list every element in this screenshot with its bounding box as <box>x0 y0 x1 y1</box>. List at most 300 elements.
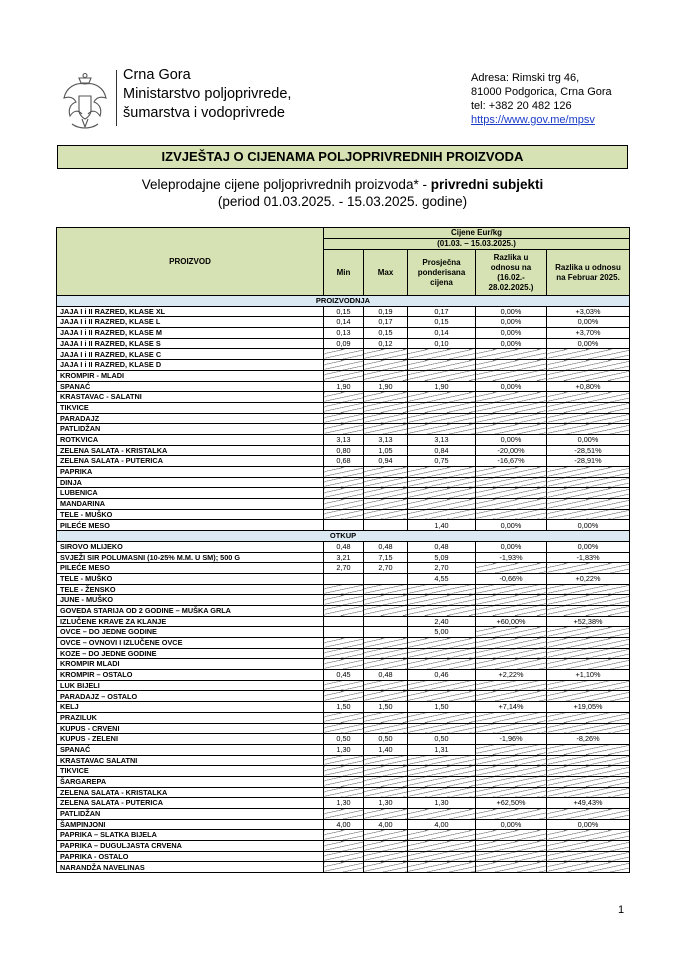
avg-value: 0,10 <box>408 338 476 349</box>
table-row <box>57 638 630 649</box>
avg-value: 1,40 <box>408 520 476 531</box>
avg-value: 5,00 <box>408 627 476 638</box>
empty-cell <box>364 509 408 520</box>
max-value: 1,90 <box>364 381 408 392</box>
avg-value: 0,75 <box>408 456 476 467</box>
empty-cell <box>324 467 364 478</box>
report-title: IZVJEŠTAJ O CIJENAMA POLJOPRIVREDNIH PROIZVODA <box>57 145 628 169</box>
empty-cell <box>547 723 630 734</box>
empty-cell <box>324 392 364 403</box>
empty-cell <box>476 360 547 371</box>
diff-month-value: -1,83% <box>547 552 630 563</box>
empty-cell <box>476 712 547 723</box>
empty-cell <box>408 712 476 723</box>
product-name: DINJA <box>57 477 324 488</box>
product-name: ZELENA SALATA - KRISTALKA <box>57 445 324 456</box>
table-row <box>57 445 630 456</box>
min-value: 4,00 <box>324 819 364 830</box>
section-header-row <box>57 296 630 307</box>
header-min: Min <box>324 250 364 296</box>
max-value: 0,17 <box>364 317 408 328</box>
table-row <box>57 456 630 467</box>
table-row <box>57 776 630 787</box>
empty-cell <box>408 809 476 820</box>
product-name: PILEĆE MESO <box>57 563 324 574</box>
product-name: KELJ <box>57 702 324 713</box>
empty-cell <box>324 499 364 510</box>
max-value: 2,70 <box>364 563 408 574</box>
empty-cell <box>408 851 476 862</box>
empty-cell <box>476 776 547 787</box>
empty-cell <box>364 413 408 424</box>
table-row <box>57 477 630 488</box>
header-product: PROIZVOD <box>57 228 324 296</box>
product-name: ŠAMPINJONI <box>57 819 324 830</box>
product-name: KUPUS - CRVENI <box>57 723 324 734</box>
empty-cell <box>364 830 408 841</box>
empty-cell <box>364 851 408 862</box>
empty-cell <box>547 744 630 755</box>
address-line-1: Adresa: Rimski trg 46, <box>471 72 580 84</box>
empty-cell <box>408 392 476 403</box>
product-name: ŠARGAREPA <box>57 776 324 787</box>
page-number: 1 <box>618 904 625 916</box>
empty-cell <box>364 712 408 723</box>
product-name: KROMPIR - MLADI <box>57 370 324 381</box>
empty-cell <box>324 638 364 649</box>
avg-value: 0,17 <box>408 306 476 317</box>
max-value: 1,50 <box>364 702 408 713</box>
table-row <box>57 360 630 371</box>
product-name: PAPRIKA – SLATKA BIJELA <box>57 830 324 841</box>
max-value: 1,40 <box>364 744 408 755</box>
product-name: OVCE – OVNOVI I IZLUČENE OVCE <box>57 638 324 649</box>
empty-cell <box>476 509 547 520</box>
empty-cell <box>476 349 547 360</box>
table-row <box>57 563 630 574</box>
avg-value: 1,90 <box>408 381 476 392</box>
empty-cell <box>364 605 408 616</box>
empty-cell <box>324 787 364 798</box>
diff-period-value: -20,00% <box>476 445 547 456</box>
empty-cell <box>408 680 476 691</box>
diff-month-value: 0,00% <box>547 520 630 531</box>
diff-month-value: -8,26% <box>547 734 630 745</box>
product-name: PARADAJZ <box>57 413 324 424</box>
product-name: SIROVO MLIJEKO <box>57 541 324 552</box>
institution-line-2: Ministarstvo poljoprivrede, <box>123 86 292 102</box>
empty-cell <box>364 659 408 670</box>
empty-cell <box>324 680 364 691</box>
avg-value: 4,00 <box>408 819 476 830</box>
table-row <box>57 541 630 552</box>
min-value: 0,50 <box>324 734 364 745</box>
empty-cell <box>364 402 408 413</box>
empty-cell <box>547 392 630 403</box>
empty-cell <box>364 776 408 787</box>
max-value: 4,00 <box>364 819 408 830</box>
header-divider <box>116 70 117 126</box>
empty-cell <box>408 787 476 798</box>
min-value: 1,30 <box>324 798 364 809</box>
empty-cell <box>408 755 476 766</box>
empty-cell <box>408 862 476 873</box>
empty-cell <box>324 477 364 488</box>
empty-cell <box>408 360 476 371</box>
diff-period-value: +62,50% <box>476 798 547 809</box>
empty-cell <box>476 627 547 638</box>
empty-cell <box>324 413 364 424</box>
empty-cell <box>324 659 364 670</box>
max-value: 7,15 <box>364 552 408 563</box>
min-value <box>324 520 364 531</box>
table-row <box>57 798 630 809</box>
empty-cell <box>364 648 408 659</box>
min-value: 3,21 <box>324 552 364 563</box>
diff-period-value: +7,14% <box>476 702 547 713</box>
header-period: (01.03. – 15.03.2025.) <box>324 239 630 250</box>
empty-cell <box>547 467 630 478</box>
min-value: 0,80 <box>324 445 364 456</box>
empty-cell <box>476 680 547 691</box>
empty-cell <box>476 370 547 381</box>
diff-month-value: +0,80% <box>547 381 630 392</box>
max-value: 3,13 <box>364 434 408 445</box>
product-name: GOVEDA STARIJA OD 2 GODINE – MUŠKA GRLA <box>57 605 324 616</box>
empty-cell <box>547 349 630 360</box>
table-row <box>57 680 630 691</box>
max-value: 1,30 <box>364 798 408 809</box>
empty-cell <box>476 595 547 606</box>
min-value: 3,13 <box>324 434 364 445</box>
empty-cell <box>476 424 547 435</box>
empty-cell <box>324 424 364 435</box>
product-name: LUBENICA <box>57 488 324 499</box>
empty-cell <box>324 595 364 606</box>
table-row <box>57 862 630 873</box>
empty-cell <box>364 349 408 360</box>
empty-cell <box>324 488 364 499</box>
empty-cell <box>408 584 476 595</box>
empty-cell <box>547 680 630 691</box>
table-row <box>57 595 630 606</box>
table-row <box>57 755 630 766</box>
empty-cell <box>476 744 547 755</box>
product-name: OVCE – DO JEDNE GODINE <box>57 627 324 638</box>
diff-month-value: +49,43% <box>547 798 630 809</box>
table-row <box>57 328 630 339</box>
product-name: JAJA I i II RAZRED, KLASE L <box>57 317 324 328</box>
diff-month-value: -28,51% <box>547 445 630 456</box>
product-name: LUK BIJELI <box>57 680 324 691</box>
empty-cell <box>324 776 364 787</box>
empty-cell <box>324 605 364 616</box>
website-link[interactable]: https://www.gov.me/mpsv <box>471 114 595 126</box>
table-row <box>57 723 630 734</box>
min-value: 1,30 <box>324 744 364 755</box>
diff-month-value: 0,00% <box>547 434 630 445</box>
diff-month-value: 0,00% <box>547 541 630 552</box>
diff-month-value: +3,03% <box>547 306 630 317</box>
empty-cell <box>476 605 547 616</box>
empty-cell <box>476 413 547 424</box>
table-row <box>57 627 630 638</box>
table-row <box>57 573 630 584</box>
diff-period-value: 0,00% <box>476 328 547 339</box>
empty-cell <box>547 509 630 520</box>
empty-cell <box>408 766 476 777</box>
min-value: 0,15 <box>324 306 364 317</box>
empty-cell <box>547 766 630 777</box>
avg-value: 1,31 <box>408 744 476 755</box>
product-name: KROMPIR – OSTALO <box>57 670 324 681</box>
empty-cell <box>324 755 364 766</box>
product-name: JAJA I i II RAZRED, KLASE XL <box>57 306 324 317</box>
table-row <box>57 605 630 616</box>
empty-cell <box>408 776 476 787</box>
empty-cell <box>364 862 408 873</box>
empty-cell <box>408 659 476 670</box>
empty-cell <box>408 424 476 435</box>
diff-month-value: +1,10% <box>547 670 630 681</box>
product-name: SPANAĆ <box>57 744 324 755</box>
empty-cell <box>476 723 547 734</box>
empty-cell <box>364 424 408 435</box>
empty-cell <box>324 712 364 723</box>
product-name: JAJA I i II RAZRED, KLASE S <box>57 338 324 349</box>
header-price-group: Cijene Eur/kg <box>324 228 630 239</box>
product-name: ZELENA SALATA - PUTERICA <box>57 456 324 467</box>
diff-month-value: 0,00% <box>547 338 630 349</box>
empty-cell <box>476 830 547 841</box>
product-name: JAJA I i II RAZRED, KLASE D <box>57 360 324 371</box>
empty-cell <box>476 584 547 595</box>
max-value: 0,15 <box>364 328 408 339</box>
section-title: PROIZVODNJA <box>57 296 630 307</box>
product-name: SVJEŽI SIR POLUMASNI (10-25% M.M. U SM); 500 G <box>57 552 324 563</box>
product-name: PILEĆE MESO <box>57 520 324 531</box>
empty-cell <box>364 841 408 852</box>
empty-cell <box>324 584 364 595</box>
empty-cell <box>476 755 547 766</box>
empty-cell <box>476 787 547 798</box>
empty-cell <box>364 691 408 702</box>
empty-cell <box>547 712 630 723</box>
empty-cell <box>547 851 630 862</box>
table-row <box>57 392 630 403</box>
empty-cell <box>547 809 630 820</box>
table-row <box>57 851 630 862</box>
empty-cell <box>547 755 630 766</box>
table-row <box>57 520 630 531</box>
table-row <box>57 819 630 830</box>
empty-cell <box>364 755 408 766</box>
empty-cell <box>547 477 630 488</box>
empty-cell <box>476 467 547 478</box>
product-name: TELE - ŽENSKO <box>57 584 324 595</box>
table-row <box>57 467 630 478</box>
diff-period-value: -1,93% <box>476 552 547 563</box>
diff-period-value: 0,00% <box>476 381 547 392</box>
table-row <box>57 648 630 659</box>
table-row <box>57 734 630 745</box>
empty-cell <box>547 424 630 435</box>
product-name: TELE - MUŠKO <box>57 509 324 520</box>
diff-month-value: +52,38% <box>547 616 630 627</box>
max-value: 0,94 <box>364 456 408 467</box>
avg-value: 0,14 <box>408 328 476 339</box>
diff-period-value: +2,22% <box>476 670 547 681</box>
max-value: 0,12 <box>364 338 408 349</box>
empty-cell <box>408 830 476 841</box>
product-name: PAPRIKA – DUGULJASTA CRVENA <box>57 841 324 852</box>
empty-cell <box>408 648 476 659</box>
table-row <box>57 670 630 681</box>
empty-cell <box>408 509 476 520</box>
table-row <box>57 691 630 702</box>
empty-cell <box>476 659 547 670</box>
max-value: 0,48 <box>364 541 408 552</box>
empty-cell <box>408 605 476 616</box>
empty-cell <box>364 766 408 777</box>
empty-cell <box>547 370 630 381</box>
diff-period-value: 0,00% <box>476 434 547 445</box>
empty-cell <box>547 499 630 510</box>
empty-cell <box>408 413 476 424</box>
product-name: JUNE - MUŠKO <box>57 595 324 606</box>
empty-cell <box>547 488 630 499</box>
empty-cell <box>408 723 476 734</box>
empty-cell <box>324 349 364 360</box>
table-row <box>57 712 630 723</box>
table-row <box>57 616 630 627</box>
empty-cell <box>364 477 408 488</box>
empty-cell <box>364 595 408 606</box>
empty-cell <box>547 691 630 702</box>
empty-cell <box>476 392 547 403</box>
avg-value: 1,30 <box>408 798 476 809</box>
product-name: PAPRIKA - OSTALO <box>57 851 324 862</box>
table-row <box>57 424 630 435</box>
empty-cell <box>476 766 547 777</box>
address-line-2: 81000 Podgorica, Crna Gora <box>471 86 612 98</box>
empty-cell <box>408 595 476 606</box>
diff-period-value: 0,00% <box>476 541 547 552</box>
empty-cell <box>408 349 476 360</box>
section-title: OTKUP <box>57 531 630 542</box>
subtitle-text: Veleprodajne cijene poljoprivrednih proizvoda* - <box>141 177 431 192</box>
product-name: PARADAJZ – OSTALO <box>57 691 324 702</box>
avg-value: 1,50 <box>408 702 476 713</box>
header-diff-month: Razlika u odnosu na Februar 2025. <box>547 250 630 296</box>
product-name: PAPRIKA <box>57 467 324 478</box>
empty-cell <box>408 691 476 702</box>
table-row <box>57 306 630 317</box>
table-row <box>57 584 630 595</box>
table-row <box>57 787 630 798</box>
report-subtitle <box>57 176 628 210</box>
empty-cell <box>547 648 630 659</box>
empty-cell <box>476 488 547 499</box>
empty-cell <box>547 413 630 424</box>
table-row <box>57 702 630 713</box>
table-row <box>57 509 630 520</box>
table-body <box>57 296 630 873</box>
diff-period-value: -0,66% <box>476 573 547 584</box>
header-max: Max <box>364 250 408 296</box>
max-value: 0,19 <box>364 306 408 317</box>
product-name: TIKVICE <box>57 766 324 777</box>
coat-of-arms-icon <box>60 72 110 132</box>
diff-month-value: +19,05% <box>547 702 630 713</box>
empty-cell <box>324 723 364 734</box>
empty-cell <box>547 360 630 371</box>
product-name: PRAZILUK <box>57 712 324 723</box>
empty-cell <box>364 499 408 510</box>
min-value: 0,14 <box>324 317 364 328</box>
report-period: (period 01.03.2025. - 15.03.2025. godine) <box>217 194 468 209</box>
min-value <box>324 573 364 584</box>
empty-cell <box>476 499 547 510</box>
avg-value: 4,55 <box>408 573 476 584</box>
empty-cell <box>476 563 547 574</box>
empty-cell <box>364 392 408 403</box>
subtitle-bold: privredni subjekti <box>430 177 544 192</box>
avg-value: 3,13 <box>408 434 476 445</box>
min-value: 0,09 <box>324 338 364 349</box>
min-value: 0,13 <box>324 328 364 339</box>
empty-cell <box>324 830 364 841</box>
empty-cell <box>364 360 408 371</box>
avg-value: 5,09 <box>408 552 476 563</box>
max-value <box>364 616 408 627</box>
table-row <box>57 841 630 852</box>
product-name: KRASTAVAC SALATNI <box>57 755 324 766</box>
product-name: KUPUS - ZELENI <box>57 734 324 745</box>
empty-cell <box>324 370 364 381</box>
empty-cell <box>408 638 476 649</box>
table-row <box>57 349 630 360</box>
product-name: NARANDŽA NAVELINAS <box>57 862 324 873</box>
diff-period-value: 0,00% <box>476 306 547 317</box>
empty-cell <box>364 488 408 499</box>
empty-cell <box>547 595 630 606</box>
empty-cell <box>324 402 364 413</box>
empty-cell <box>547 830 630 841</box>
empty-cell <box>324 809 364 820</box>
max-value <box>364 520 408 531</box>
min-value: 0,68 <box>324 456 364 467</box>
product-name: MANDARINA <box>57 499 324 510</box>
empty-cell <box>547 862 630 873</box>
empty-cell <box>476 851 547 862</box>
empty-cell <box>364 584 408 595</box>
max-value: 0,50 <box>364 734 408 745</box>
empty-cell <box>547 584 630 595</box>
empty-cell <box>324 841 364 852</box>
empty-cell <box>364 787 408 798</box>
empty-cell <box>476 862 547 873</box>
avg-value: 0,84 <box>408 445 476 456</box>
table-row <box>57 413 630 424</box>
max-value: 0,48 <box>364 670 408 681</box>
diff-period-value: -1,96% <box>476 734 547 745</box>
empty-cell <box>547 841 630 852</box>
empty-cell <box>408 467 476 478</box>
empty-cell <box>408 370 476 381</box>
empty-cell <box>476 691 547 702</box>
table-row <box>57 766 630 777</box>
